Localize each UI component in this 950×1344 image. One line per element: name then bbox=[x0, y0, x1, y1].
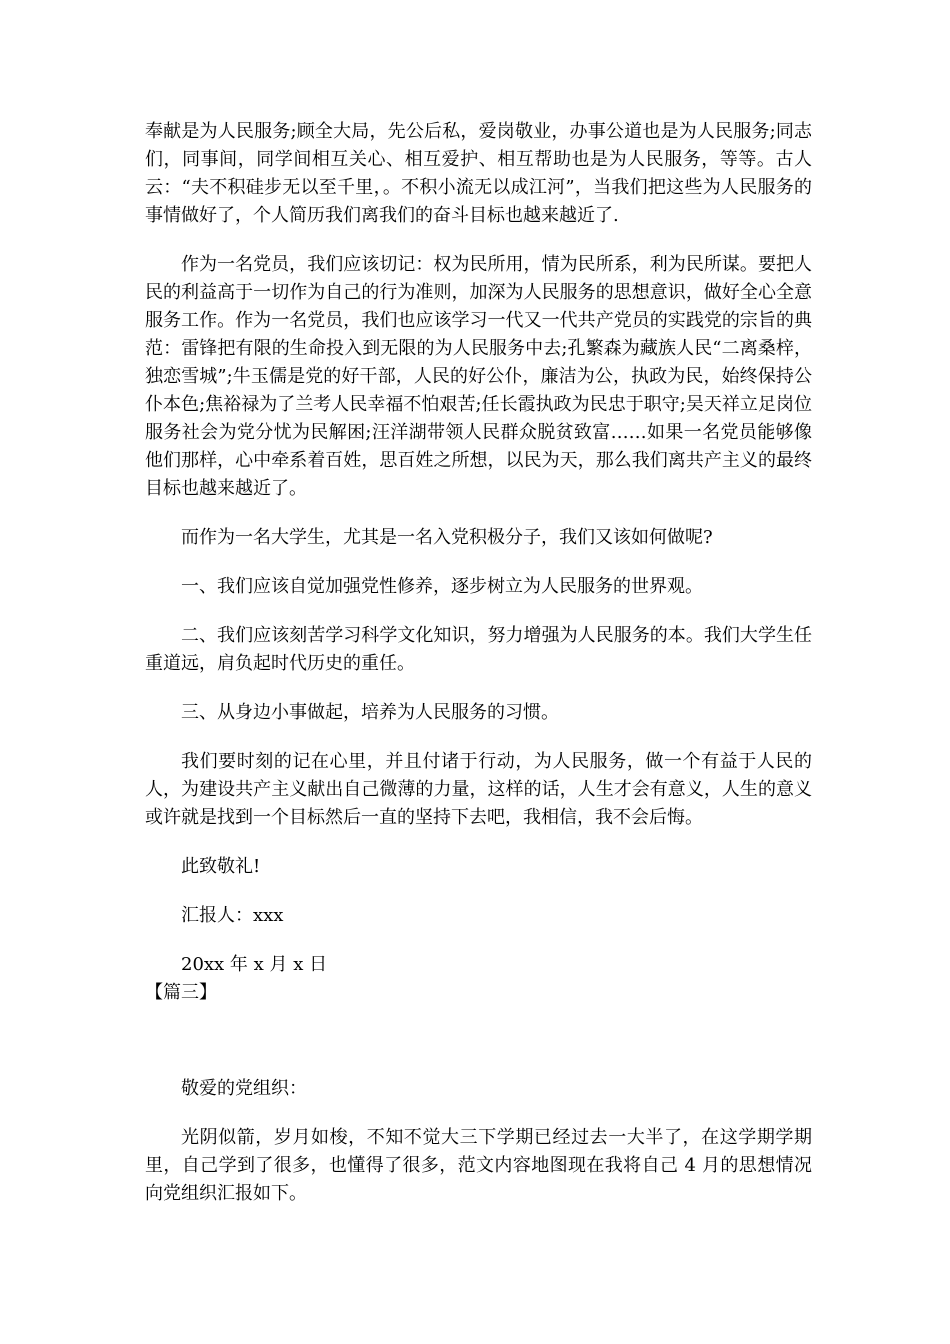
paragraph-serve-people-continued: 奉献是为人民服务;顾全大局，先公后私，爱岗敬业，办事公道也是为人民服务;同志们，同事间，同学间相互关心、相互爱护、相互帮助也是为人民服务，等等。古人云：“夫不积硅步无以至千里，。不积小流无以成江河”，当我们把这些为人民服务的事情做好了，个人简历我们离我们的奋斗目标也越来越近了. bbox=[145, 121, 813, 226]
paragraph-point-two: 二、我们应该刻苦学习科学文化知识，努力增强为人民服务的本。我们大学生任重道远，肩负起时代历史的重任。 bbox=[145, 625, 812, 674]
paragraph-student-question: 而作为一名大学生，尤其是一名入党积极分子，我们又该如何做呢? bbox=[181, 527, 713, 548]
greeting-line: 敬爱的党组织： bbox=[181, 1078, 307, 1099]
paragraph-point-three: 三、从身边小事做起，培养为人民服务的习惯。 bbox=[181, 702, 559, 723]
paragraph-party-member-duty: 作为一名党员，我们应该切记：权为民所用，情为民所系，利为民所谋。要把人民的利益高于一切作为自己的行为准则，加深为人民服务的思想意识，做好全心全意服务工作。作为一名党员，我们也应该学习一代又一代共产党员的实践党的宗旨的典范：雷锋把有限的生命投入到无限的为人民服务中去;孔繁森为藏族人民“二离桑梓，独恋雪城”;牛玉儒是党的好干部，人民的好公仆，廉洁为公，执政为民，始终保持公仆本色;焦裕禄为了兰考人民幸福不怕艰苦;任长霞执政为民忠于职守;吴天祥立足岗位服务社会为党分忧为民解困;汪洋湖带领人民群众脱贫致富……如果一名党员能够像他们那样，心中牵系着百姓，思百姓之所想，以民为天，那么我们离共产主义的最终目标也越来越近了。 bbox=[145, 254, 812, 499]
report-date: 20xx 年 x 月 x 日 bbox=[181, 954, 328, 975]
document-page bbox=[145, 118, 812, 1208]
reporter-signature: 汇报人：xxx bbox=[181, 905, 284, 926]
paragraph-conclusion: 我们要时刻的记在心里，并且付诸于行动，为人民服务，做一个有益于人民的人，为建设共产主义献出自己微薄的力量，这样的话，人生才会有意义，人生的意义或许就是找到一个目标然后一直的坚持下去吧，我相信，我不会后悔。 bbox=[145, 751, 812, 828]
paragraph-point-one: 一、我们应该自觉加强党性修养，逐步树立为人民服务的世界观。 bbox=[181, 576, 703, 597]
section-heading: 【篇三】 bbox=[145, 982, 217, 1003]
paragraph-semester-intro: 光阴似箭，岁月如梭，不知不觉大三下学期已经过去一大半了，在这学期学期里，自己学到了很多，也懂得了很多，范文内容地图现在我将自己 4 月的思想情况向党组织汇报如下。 bbox=[145, 1127, 812, 1204]
closing-salutation: 此致敬礼! bbox=[181, 856, 261, 877]
